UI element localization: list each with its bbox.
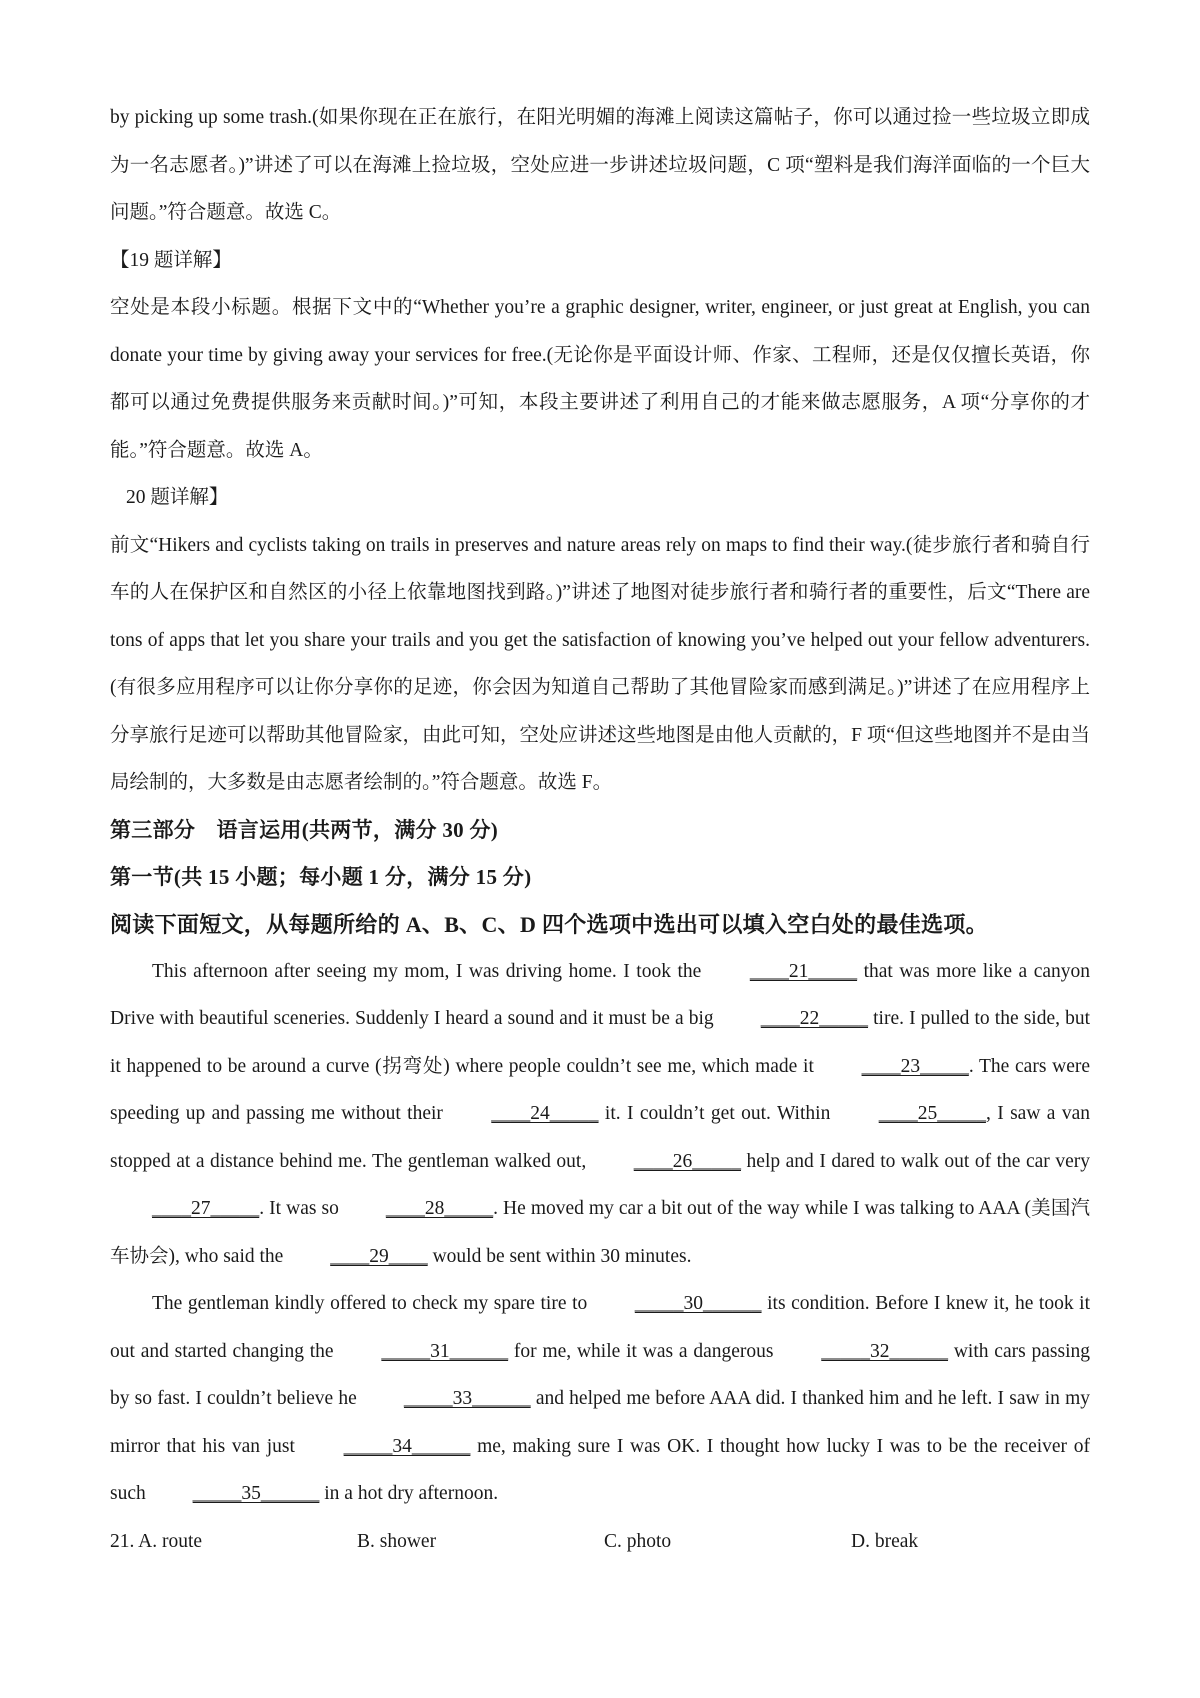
passage-text: This afternoon after seeing my mom, I was driving home. I took the — [152, 960, 708, 982]
q21-option-b: B. shower — [357, 1530, 437, 1552]
q21-option-a: 21. A. route — [110, 1530, 203, 1552]
instruction: 阅读下面短文，从每题所给的 A、B、C、D 四个选项中选出可以填入空白处的最佳选项。 — [110, 911, 988, 937]
blank-22: ____22_____ — [760, 1008, 869, 1029]
passage-text: . It was so — [259, 1198, 344, 1219]
blank-32: _____32______ — [821, 1340, 949, 1362]
q19-explanation: 空处是本段小标题。根据下文中的“Whether you’re a graphic designer, writer, engineer, or just great at English, you can donate your time by giving away your services for free.(无论你是平面设计师、作家、工程师，还是仅仅擅长英语，你都可以通过免费提供服务来贡献时间。)”可知，本段主要讲述了利用自己的才能来做志愿服务，A 项“分享你的才能。”符合题意。故选 A。 — [110, 297, 1090, 461]
passage-text: with cars passing by so fast. I couldn’t believe he — [110, 1340, 1091, 1409]
blank-28: ____28_____ — [385, 1198, 494, 1219]
blank-23: ____23_____ — [861, 1055, 969, 1077]
passage-text: that was more like a canyon Drive with beautiful sceneries. Suddenly I heard a sound and it must be a big — [110, 960, 1091, 1029]
passage-text: me, making sure I was OK. I thought how lucky I was to be the receiver of such — [110, 1435, 1090, 1504]
blank-29: ____29____ — [330, 1245, 428, 1267]
passage-text: . The cars were speeding up and passing me without their — [110, 1055, 1090, 1124]
passage-text: . He moved my car a bit out of the way while I was talking to AAA (美国汽车协会), who said the — [110, 1198, 1090, 1267]
passage-text: would be sent within 30 minutes. — [427, 1245, 692, 1267]
q20-header: 20 题详解】 — [126, 487, 229, 508]
q21-options — [110, 1518, 1090, 1566]
blank-35: _____35______ — [192, 1483, 320, 1504]
passage-text: and helped me before AAA did. I thanked him and he left. I saw in my mirror that his van just — [110, 1388, 1090, 1457]
blank-27: ____27_____ — [152, 1198, 260, 1219]
passage-paragraph-1 — [110, 948, 1090, 1281]
passage-text: for me, while it was a dangerous — [508, 1340, 780, 1362]
section1-title: 第一节(共 15 小题；每小题 1 分，满分 15 分) — [110, 864, 532, 889]
blank-25: ____25_____ — [878, 1103, 986, 1124]
blank-31: _____31______ — [381, 1340, 509, 1362]
passage-text: it. I couldn’t get out. Within — [598, 1103, 837, 1124]
passage-text: , I saw a van stopped at a distance behind me. The gentleman walked out, — [110, 1103, 1090, 1172]
q20-explanation: 前文“Hikers and cyclists taking on trails in preserves and nature areas rely on maps to find their way.(徒步旅行者和骑自行车的人在保护区和自然区的小径上依靠地图找到路。)”讲述了地图对徒步旅行者和骑行者的重要性，后文“There are tons of apps that let you share your trails and you get the satisfaction of knowing you’ve helped out your fellow adventurers.(有很多应用程序可以让你分享你的足迹，你会因为知道自己帮助了其他冒险家而感到满足。)”讲述了在应用程序上分享旅行足迹可以帮助其他冒险家，由此可知，空处应讲述这些地图是由他人贡献的，F 项“但这些地图并不是由当局绘制的，大多数是由志愿者绘制的。”符合题意。故选 F。 — [110, 534, 1090, 793]
passage-text: tire. I pulled to the side, but it happened to be around a curve (拐弯处) where people couldn’t see me, which made it — [110, 1008, 1091, 1077]
blank-34: _____34______ — [343, 1435, 471, 1457]
part3-title: 第三部分 语言运用(共两节，满分 30 分) — [110, 817, 499, 842]
passage-paragraph-2 — [110, 1280, 1090, 1518]
passage-text: its condition. Before I knew it, he took it out and started changing the — [110, 1293, 1090, 1362]
q19-header: 【19 题详解】 — [110, 249, 232, 271]
blank-21: ____21_____ — [749, 960, 858, 982]
q21-option-d: D. break — [851, 1530, 919, 1552]
passage-text: The gentleman kindly offered to check my spare tire to — [152, 1293, 593, 1314]
q21-option-c: C. photo — [604, 1530, 672, 1552]
q18-explanation-end: by picking up some trash.(如果你现在正在旅行，在阳光明媚的海滩上阅读这篇帖子，你可以通过捡一些垃圾立即成为一名志愿者。)”讲述了可以在海滩上捡垃圾，空处应进一步讲述垃圾问题，C 项“塑料是我们海洋面临的一个巨大问题。”符合题意。故选 C。 — [110, 107, 1090, 223]
passage-text: in a hot dry afternoon. — [319, 1483, 499, 1504]
passage-text: help and I dared to walk out of the car very — [741, 1150, 1090, 1172]
blank-24: ____24_____ — [491, 1103, 599, 1124]
blank-33: _____33______ — [403, 1388, 531, 1409]
blank-30: _____30______ — [634, 1293, 762, 1314]
blank-26: ____26_____ — [633, 1150, 741, 1172]
